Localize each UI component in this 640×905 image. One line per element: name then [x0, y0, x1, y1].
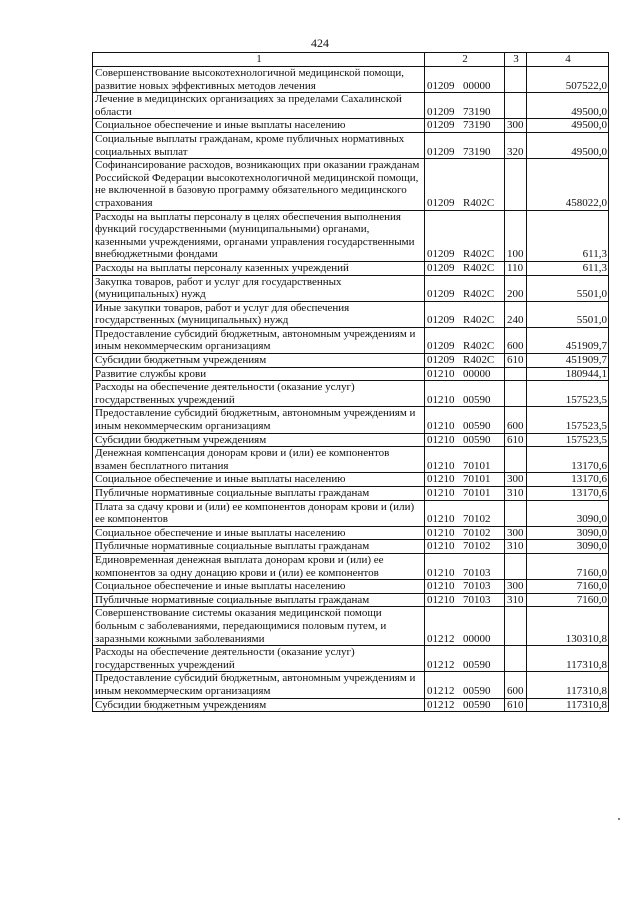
column-header-code: 2 — [425, 53, 505, 67]
row-sum: 3090,0 — [527, 500, 609, 526]
row-code-direction: 00590 — [463, 684, 491, 697]
table-row — [93, 646, 609, 672]
row-name: Публичные нормативные социальные выплаты гражданам — [93, 487, 425, 501]
row-code-direction: R402C — [463, 261, 495, 274]
row-expense-type: 100 — [505, 210, 527, 261]
row-code-direction: 73190 — [463, 119, 491, 132]
row-code-program: 01209 — [427, 145, 455, 158]
row-expense-type: 300 — [505, 526, 527, 540]
row-code — [425, 500, 505, 526]
table-row — [93, 159, 609, 210]
row-code — [425, 119, 505, 133]
row-name: Субсидии бюджетным учреждениям — [93, 354, 425, 368]
row-code — [425, 526, 505, 540]
row-sum: 49500,0 — [527, 93, 609, 119]
row-code-program: 01210 — [427, 540, 455, 553]
row-code-program: 01212 — [427, 632, 455, 645]
row-name: Предоставление субсидий бюджетным, автономным учреждениям и иным некоммерческим организациям — [93, 672, 425, 698]
row-code — [425, 433, 505, 447]
row-code-direction: 70103 — [463, 580, 491, 593]
row-code-direction: 70101 — [463, 459, 491, 472]
table-row — [93, 593, 609, 607]
row-code-program: 01210 — [427, 473, 455, 486]
row-expense-type: 300 — [505, 473, 527, 487]
row-name: Социальное обеспечение и иные выплаты населению — [93, 119, 425, 133]
row-sum: 3090,0 — [527, 526, 609, 540]
row-code — [425, 407, 505, 433]
row-code-direction: 73190 — [463, 145, 491, 158]
row-expense-type: 600 — [505, 327, 527, 353]
row-expense-type — [505, 67, 527, 93]
row-code-program: 01210 — [427, 367, 455, 380]
row-sum: 5501,0 — [527, 275, 609, 301]
table-row — [93, 354, 609, 368]
row-sum: 13170,6 — [527, 447, 609, 473]
row-code-program: 01209 — [427, 314, 455, 327]
row-sum: 7160,0 — [527, 593, 609, 607]
row-code — [425, 540, 505, 554]
row-code — [425, 646, 505, 672]
row-name: Субсидии бюджетным учреждениям — [93, 698, 425, 712]
row-name: Совершенствование высокотехнологичной медицинской помощи, развитие новых эффективных методов лечения — [93, 67, 425, 93]
table-row — [93, 487, 609, 501]
row-sum: 13170,6 — [527, 487, 609, 501]
table-row — [93, 93, 609, 119]
row-sum: 49500,0 — [527, 119, 609, 133]
row-code-direction: 70101 — [463, 473, 491, 486]
row-expense-type — [505, 646, 527, 672]
row-sum: 7160,0 — [527, 580, 609, 594]
table-row — [93, 672, 609, 698]
scan-speck — [618, 818, 620, 820]
row-code — [425, 607, 505, 646]
row-sum: 117310,8 — [527, 646, 609, 672]
row-code-direction: 00590 — [463, 658, 491, 671]
row-name: Софинансирование расходов, возникающих при оказании гражданам Российской Федерации высокотехнологичной медицинской помощи, не включенной в базовую программу обязательного медицинского страхования — [93, 159, 425, 210]
row-sum: 7160,0 — [527, 553, 609, 579]
table-row — [93, 119, 609, 133]
table-row — [93, 473, 609, 487]
table-row — [93, 500, 609, 526]
row-code-direction: 70102 — [463, 526, 491, 539]
row-code-program: 01210 — [427, 566, 455, 579]
row-expense-type: 300 — [505, 119, 527, 133]
row-name: Единовременная денежная выплата донорам крови и (или) ее компонентов за одну донацию крови и (или) ее компонентов — [93, 553, 425, 579]
table-row — [93, 210, 609, 261]
row-code-program: 01209 — [427, 261, 455, 274]
row-expense-type: 240 — [505, 301, 527, 327]
row-name: Социальное обеспечение и иные выплаты населению — [93, 526, 425, 540]
row-code-program: 01209 — [427, 105, 455, 118]
row-code-direction: 00590 — [463, 420, 491, 433]
row-code-program: 01209 — [427, 196, 455, 209]
row-code-program: 01210 — [427, 593, 455, 606]
row-code — [425, 473, 505, 487]
row-sum: 458022,0 — [527, 159, 609, 210]
row-expense-type — [505, 381, 527, 407]
row-expense-type: 310 — [505, 487, 527, 501]
row-code-program: 01209 — [427, 119, 455, 132]
row-sum: 13170,6 — [527, 473, 609, 487]
row-code-direction: R402C — [463, 288, 495, 301]
table-row — [93, 67, 609, 93]
row-name: Социальное обеспечение и иные выплаты населению — [93, 580, 425, 594]
row-code — [425, 327, 505, 353]
row-expense-type: 300 — [505, 580, 527, 594]
row-code-program: 01210 — [427, 487, 455, 499]
table-row — [93, 301, 609, 327]
row-code-program: 01212 — [427, 698, 455, 711]
row-code-direction: 00000 — [463, 367, 491, 380]
row-name: Социальное обеспечение и иные выплаты населению — [93, 473, 425, 487]
row-code-program: 01212 — [427, 684, 455, 697]
row-expense-type: 200 — [505, 275, 527, 301]
row-code-direction: 70101 — [463, 487, 491, 499]
row-sum: 611,3 — [527, 210, 609, 261]
row-expense-type — [505, 500, 527, 526]
row-code-program: 01210 — [427, 393, 455, 406]
row-code-direction: 00590 — [463, 393, 491, 406]
row-expense-type: 610 — [505, 433, 527, 447]
row-expense-type: 320 — [505, 132, 527, 158]
row-code-direction: 70103 — [463, 566, 491, 579]
row-sum: 117310,8 — [527, 698, 609, 712]
row-expense-type — [505, 553, 527, 579]
table-row — [93, 607, 609, 646]
row-code-direction: 00590 — [463, 698, 491, 711]
row-code-program: 01210 — [427, 420, 455, 433]
row-expense-type: 600 — [505, 672, 527, 698]
row-expense-type — [505, 367, 527, 381]
table-row — [93, 580, 609, 594]
row-name: Субсидии бюджетным учреждениям — [93, 433, 425, 447]
column-header-type: 3 — [505, 53, 527, 67]
row-name: Денежная компенсация донорам крови и (или) ее компонентов взамен бесплатного питания — [93, 447, 425, 473]
table-row — [93, 261, 609, 275]
row-code — [425, 275, 505, 301]
row-sum: 157523,5 — [527, 381, 609, 407]
row-sum: 3090,0 — [527, 540, 609, 554]
row-sum: 157523,5 — [527, 433, 609, 447]
row-name: Социальные выплаты гражданам, кроме публичных нормативных социальных выплат — [93, 132, 425, 158]
row-code — [425, 132, 505, 158]
row-expense-type — [505, 159, 527, 210]
table-row — [93, 433, 609, 447]
table-row — [93, 132, 609, 158]
row-code-direction: 73190 — [463, 105, 491, 118]
table-header-row — [93, 53, 609, 67]
row-sum: 157523,5 — [527, 407, 609, 433]
row-code — [425, 261, 505, 275]
row-code — [425, 301, 505, 327]
row-code-direction: R402C — [463, 196, 495, 209]
row-code — [425, 698, 505, 712]
row-name: Расходы на обеспечение деятельности (оказание услуг) государственных учреждений — [93, 381, 425, 407]
row-code-program: 01209 — [427, 79, 455, 92]
row-code-program: 01209 — [427, 340, 455, 353]
row-expense-type: 310 — [505, 593, 527, 607]
row-name: Иные закупки товаров, работ и услуг для обеспечения государственных (муниципальных) нужд — [93, 301, 425, 327]
row-sum: 451909,7 — [527, 327, 609, 353]
row-code-program: 01210 — [427, 526, 455, 539]
row-code-program: 01210 — [427, 513, 455, 526]
row-code-direction: R402C — [463, 248, 495, 261]
row-code-direction: 00000 — [463, 79, 491, 92]
row-code — [425, 672, 505, 698]
row-code-direction: R402C — [463, 354, 495, 367]
row-expense-type: 610 — [505, 698, 527, 712]
table-row — [93, 407, 609, 433]
row-code-program: 01209 — [427, 248, 455, 261]
row-code-direction: R402C — [463, 340, 495, 353]
table-row — [93, 553, 609, 579]
row-expense-type: 600 — [505, 407, 527, 433]
row-sum: 611,3 — [527, 261, 609, 275]
row-code-program: 01210 — [427, 459, 455, 472]
row-code-direction: 00590 — [463, 433, 491, 446]
row-sum: 117310,8 — [527, 672, 609, 698]
row-code — [425, 447, 505, 473]
row-code-direction: R402C — [463, 314, 495, 327]
row-expense-type: 610 — [505, 354, 527, 368]
row-code — [425, 381, 505, 407]
row-name: Расходы на выплаты персоналу в целях обеспечения выполнения функций государственными (муниципальными) органами, казенными учреждениями, органами управления государственными внебюджетными фондами — [93, 210, 425, 261]
row-name: Предоставление субсидий бюджетным, автономным учреждениям и иным некоммерческим организациям — [93, 407, 425, 433]
row-sum: 49500,0 — [527, 132, 609, 158]
row-code — [425, 553, 505, 579]
budget-table — [92, 52, 609, 712]
row-code — [425, 354, 505, 368]
row-expense-type — [505, 93, 527, 119]
row-sum: 130310,8 — [527, 607, 609, 646]
row-code — [425, 93, 505, 119]
row-code-program: 01210 — [427, 580, 455, 593]
row-code-direction: 70103 — [463, 593, 491, 606]
row-code-direction: 00000 — [463, 632, 491, 645]
row-name: Плата за сдачу крови и (или) ее компонентов донорам крови и (или) ее компонентов — [93, 500, 425, 526]
column-header-name: 1 — [93, 53, 425, 67]
row-code-program: 01209 — [427, 354, 455, 367]
row-expense-type: 110 — [505, 261, 527, 275]
row-expense-type: 310 — [505, 540, 527, 554]
table-row — [93, 381, 609, 407]
row-code — [425, 210, 505, 261]
row-code-program: 01209 — [427, 288, 455, 301]
row-name: Закупка товаров, работ и услуг для государственных (муниципальных) нужд — [93, 275, 425, 301]
row-name: Совершенствование системы оказания медицинской помощи больным с заболеваниями, передающимися половым путем, и заразными кожными заболеваниями — [93, 607, 425, 646]
table-row — [93, 698, 609, 712]
table-row — [93, 447, 609, 473]
row-sum: 5501,0 — [527, 301, 609, 327]
column-header-sum: 4 — [527, 53, 609, 67]
row-code — [425, 367, 505, 381]
row-name: Расходы на выплаты персоналу казенных учреждений — [93, 261, 425, 275]
row-code — [425, 593, 505, 607]
row-code-direction: 70102 — [463, 540, 491, 553]
table-row — [93, 367, 609, 381]
table-row — [93, 526, 609, 540]
row-name: Расходы на обеспечение деятельности (оказание услуг) государственных учреждений — [93, 646, 425, 672]
row-name: Лечение в медицинских организациях за пределами Сахалинской области — [93, 93, 425, 119]
row-expense-type — [505, 607, 527, 646]
row-code — [425, 159, 505, 210]
table-row — [93, 327, 609, 353]
row-code — [425, 580, 505, 594]
row-code — [425, 67, 505, 93]
row-expense-type — [505, 447, 527, 473]
row-sum: 507522,0 — [527, 67, 609, 93]
row-code-program: 01212 — [427, 658, 455, 671]
row-code — [425, 487, 505, 501]
table-row — [93, 275, 609, 301]
row-name: Публичные нормативные социальные выплаты гражданам — [93, 540, 425, 554]
row-name: Предоставление субсидий бюджетным, автономным учреждениям и иным некоммерческим организациям — [93, 327, 425, 353]
row-sum: 180944,1 — [527, 367, 609, 381]
row-code-direction: 70102 — [463, 513, 491, 526]
row-code-program: 01210 — [427, 433, 455, 446]
row-name: Развитие службы крови — [93, 367, 425, 381]
row-sum: 451909,7 — [527, 354, 609, 368]
page-number: 424 — [311, 36, 329, 50]
budget-table-body — [93, 53, 609, 712]
table-row — [93, 540, 609, 554]
row-name: Публичные нормативные социальные выплаты гражданам — [93, 593, 425, 607]
